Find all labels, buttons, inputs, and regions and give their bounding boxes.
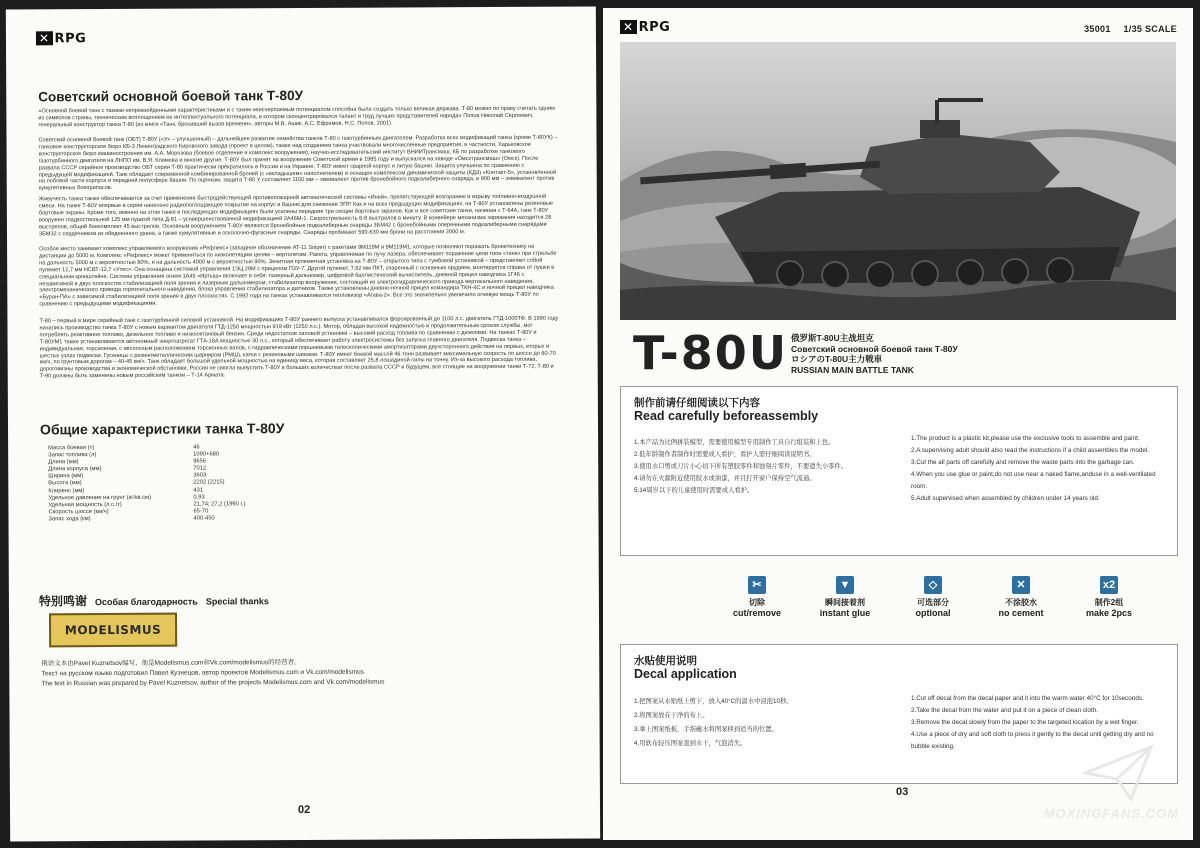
page-number: 02 xyxy=(297,803,311,817)
list-item: 2.低年龄制作者制作时需要成人看护，看护人需仔细阅读说明书。 xyxy=(634,451,816,458)
list-item: 4.Use a piece of dry and soft cloth to press it gently to the decal until getting dry and no bubble existing. xyxy=(911,731,1154,750)
list-item: 1.Cut off decal from the decal paper and it into the warm water 40°C for 10seconds. xyxy=(911,695,1144,702)
kit-scale: 1/35 SCALE xyxy=(1123,24,1177,34)
tank-photo xyxy=(620,42,1176,320)
spec-label: Ширина (мм) xyxy=(48,473,84,480)
list-item: 3.使用水口剪或刀片小心切下所有塑胶零件和蚀刻片零件，不要遗失小零件。 xyxy=(634,463,848,470)
tank-illustration xyxy=(620,42,1176,320)
rpg-logo: ✕ RPG xyxy=(36,31,86,46)
legend-instant-glue xyxy=(811,576,879,619)
list-item: 5.Adult supervised when assembled by children under 14 years old. xyxy=(911,495,1100,502)
decal-list-cn xyxy=(634,695,894,751)
list-item: 1.把图案从水贴纸上剪下，放入40°C的温水中浸泡10秒。 xyxy=(634,698,793,705)
glue-drop-icon: ▼ xyxy=(836,576,854,594)
legend-label-en: cut/remove xyxy=(732,608,782,618)
legend-label-en: instant glue xyxy=(819,608,871,618)
spec-value: 1090+680 xyxy=(193,451,220,458)
list-item: 4.When you use glue or paint,do not use near a naked flame,anduse in a well-ventilated room. xyxy=(911,471,1156,490)
spec-value: 0,93 xyxy=(193,494,205,501)
subtitle-en: RUSSIAN MAIN BATTLE TANK xyxy=(791,364,914,375)
paragraph-4: Т-80 – первый в мире серийный танк с газотурбинной силовой установкой. На модификациях Т-80У раннего выпуска устанавливался форсированный до 1100 л.с. двигатель ГТД-1000ТФ. В 1990 году начались производство танка Т-80У с новым вариантом двигателя ГТД-1250 мощностью 919 кВт (1250 л.с.). Мотор, обладая высокой надежностью и продолжительным сроком службы, мог потреблять реактивное топливо, дизельное топливо и низкооктановый бензин. Среди недостатков силовой установки – высокий расход топлива по сравнению с дизелями. На танках Т-80У и Т-80УМ1 также устанавливается автономный энергоагрегат ГТА-18А мощностью 30 л.с., который обеспечивает работу электросистемы без запуска главного двигателя. Подвеска танка – индивидуальная, торсионная, с несоосным расположением торсионных валов, с гидравлическими поршневыми телескопическими амортизаторами двухсторонного действия на первых, вторых и шестых узлах подвески. Гусеницы с резинометаллическим шарниром (РМШ), катки с резиновыми шинами. Т-80У имеет боевой массой 46 тонн развивает максимальную скорость по шоссе до 60-70 км/ч, по грунтовым дорогам – 40-45 км/ч. Танк обладает большой удельной мощностью на единицу веса, которая составляет 25,8 лошадиной силы на тонну. Из-за высокого расхода топлива, дороговизны производства и экономической обстановки, Россия не смогла выпустить Т-80У в больших количествах после развала СССР и будущем, все стоящие на вооружении танки Т-72, Т-80 и Т-90 должны быть заменены новым российским танком – Т-14 Армата. xyxy=(39,315,559,380)
spec-label: Запас топлива (л) xyxy=(48,452,97,459)
list-item: 4.请勿在火源附近使用胶水或油漆，并且打开窗户保持空气流通。 xyxy=(634,475,816,482)
subtitle-cn: 俄罗斯T-80U主战坦克 xyxy=(791,333,874,343)
paper-plane-icon xyxy=(1083,743,1153,803)
list-item: 1.The product is a plastic kit,please use the exclusive tools to assemble and paint. xyxy=(911,435,1140,442)
read-list-en xyxy=(911,433,1166,505)
logo-icon: ✕ xyxy=(620,20,637,34)
spec-label: Удельное давление на грунт (кг/кв.см) xyxy=(48,494,152,501)
list-item: 5.14周岁以下的儿童使用时需要成人看护。 xyxy=(634,487,754,494)
no-cement-icon: ✕ xyxy=(1012,576,1030,594)
thanks-en: Special thanks xyxy=(205,596,269,607)
spec-value: 46 xyxy=(193,444,200,451)
page-number: 03 xyxy=(896,786,909,798)
spec-label: Клиренс (мм) xyxy=(48,487,85,494)
list-item: 2.将图案放在干净的布上。 xyxy=(634,712,709,719)
page-heading: Советский основной боевой танк Т-80У xyxy=(38,87,303,105)
read-heading-en: Read carefully beforeassembly xyxy=(634,409,819,423)
decal-heading-cn: 水贴使用说明 xyxy=(634,655,697,667)
legend-label-en: make 2pcs xyxy=(1085,608,1133,618)
spec-label: Скорость шоссе (км/ч) xyxy=(48,508,109,516)
spec-value: 9656 xyxy=(193,458,207,465)
symbol-legend xyxy=(723,576,1143,619)
read-carefully-section xyxy=(620,386,1178,556)
list-item: 4.用软布轻压图案直到水干，气泡消失。 xyxy=(634,740,747,747)
spec-label: Масса боевая (т) xyxy=(48,445,95,452)
paragraph-1: Советский основной боевой танк (ОБТ) Т-80У («У» – улучшенный) – дальнейшее развитие семейства танков Т-80 с газотурбинным двигателем. Разработка всех модификаций танка (кроме Т-80УК) – танковое конструкторское бюро КБ-3 Ленинградского Кировского завода (проект в целом), также над созданием танка участвовали многочисленные предприятия, в частности, Харьковское конструкторское бюро машиностроения им. А.А. Морозова (боевое отделение и комплекс вооружения), научно-исследовательский институт ВНИИТрансмаш, КБ по разработке танкового газотурбинного двигателя на ЛНПО им. В.Я. Климова и многие другие. Т-80У был принят на вооружение Советской армии в 1985 году и выпускался на заводе «Омсктрансмаш» (Омск). После развала СССР серийное производство ОБТ серии Т-80 практически прекратилось в России и на Украине. Т-80У имеет сварной корпус и литую башню. Защита улучшена по сравнению с предыдущей модификацией. Танк обладает современной комбинированной броней (с «вкладышем» наполнителем) и оснащен комплексом динамической защиты (КДЗ) «Контакт-5», установленной на лобовой части корпуса и передней полусфере башни. По оценкам, защита Т-80 У составляет 1100 мм – эквивалент против бронебойного подкалиберного снаряда, и 900 мм – эквивалент против кумулятивных боеприпасов. xyxy=(38,134,558,192)
read-list-cn xyxy=(634,437,894,497)
thanks-ru: Особая благодарность xyxy=(94,596,198,608)
spec-value: 7012 xyxy=(193,465,207,472)
paragraph-2: Живучесть танка также обеспечивается за счет применения быстродействующей противопожарной автоматической системы «Иней», препятствующей возгоранию и взрыву топливно-воздушной смеси. На танке Т-80У впервые в серии нанесено радиопоглощающее покрытие на корпус и башню для снижения ЭПР. Как и на всех предыдущих модификациях, на Т-80У установлены резиновые бортовые экраны. Кроме того, именно на этом танке и последующих модификациях были усилены передние три секции бортовых экранов. Как и все советские танки, начиная с Т-64А, танк Т-80У вооружен гладкоствольной 125 мм пушкой типа Д-81 – усовершенствованной модификацией 2А46М-1. Скорострельность 6-8 выстрелов в минуту. В конвейере механизма заряжания находится 28 выстрелов, общий боекомплект 45 выстрелов. Основным вооружением Т-80У являются бронебойные подкалиберные снаряды 3БМ42 с бронебойными оперенными подкалиберными снарядами 3БМ32 с сердечником из обедненного урана, а также кумулятивные и осколочно-фугасные снаряды. Снаряды пробивают 590-630 мм брони на расстоянии 2000 м. xyxy=(38,193,554,237)
legend-label-cn: 制作2组 xyxy=(1094,598,1124,607)
product-title: T-80U xyxy=(633,326,789,380)
spec-label: Удельная мощность (л.с./т) xyxy=(48,501,122,509)
spec-value: 3603 xyxy=(193,472,207,479)
list-item: 3.Cut the all parts off carefully and remove the waste parts into the garbage can. xyxy=(911,459,1135,466)
legend-label-cn: 可选部分 xyxy=(917,598,949,607)
spec-table xyxy=(48,444,288,523)
site-watermark: MOXINGFANS.COM xyxy=(1043,806,1179,821)
kit-info xyxy=(1074,24,1177,34)
modelismus-logo: MODELISMUS xyxy=(49,613,177,648)
logo-icon: ✕ xyxy=(36,31,53,45)
special-thanks xyxy=(39,591,269,609)
legend-make-2pcs xyxy=(1075,576,1143,619)
times-two-icon: x2 xyxy=(1100,576,1118,594)
right-page xyxy=(603,8,1193,840)
legend-cut-remove xyxy=(723,576,791,619)
thanks-cn: 特别鸣谢 xyxy=(38,594,87,609)
legend-label-cn: 瞬间接着剂 xyxy=(825,598,865,607)
legend-label-cn: 不涂胶水 xyxy=(1005,598,1037,607)
spec-value: 2202 (2215) xyxy=(193,479,225,487)
legend-label-en: no cement xyxy=(998,608,1044,618)
subtitle-ru: Советский основной боевой танк Т-80У xyxy=(791,343,958,354)
subtitle-jp: ロシアのT-80U主力戦車 xyxy=(791,354,883,364)
spec-row xyxy=(48,515,288,523)
paragraph-3: Особое место занимает комплекс управляемого вооружения «Рефлекс» (западное обозначение AT-11 Sniper) с ракетами 9М119М и 9М119М1, которые позволяют поражать бронетехнику на дистанции до 5000 м. Комплекс «Рефлекс» может применяться по низколетящим целям – вертолетам. Ракета, управляемая по лучу лазера, обеспечивает поражение цели типа «танк» при стрельбе на дальность 5000 м с вероятностью 80%, и на дальность 4000 м с вероятностью 90%. Зенитная пулеметная установка на Т-80У – открытого типа с тумбовой установкой – представляет собой пулемет 12,7 мм НСВТ-12,7 «Утес». Она оснащена системой управления 1ЭЦ 29М с прицелом П3У-7. Другой пулемет, 7,62 мм ПКТ, спаренный с основным орудием, монтируется справа от пушки в специальном кронштейне. Система управления огнем 1А45 «Иртыш» включает в себя: лазерный дальномер, цифровой баллистический вычислитель, дневной прицел наводчика 1Г46 с независимой в двух плоскостях стабилизацией поля зрения и лазерным дальномером, стабилизатор вооружения, состоящий из электрогидравлического привода вертикального наведения, электромеханического привода горизонтального наведения, блока управления стабилизатора и датчиков. Также установлены дневно-ночной прицел командира ТКН-4С и ночной прицел наводчика «Буран-ПА» с зависимой стабилизацией поля зрения в двух плоскостях. С 1992 года на танках устанавливался тепловизор «Агава-2». Все это значительно увеличило огневую мощь Т-80У по сравнению с предыдущими модификациями. xyxy=(39,243,557,308)
credit-cn: 俄语文本由Pavel Kuznetsov编写，他是Modelismus.com和Vk.com/modelismus的经营者。 xyxy=(41,659,301,668)
spec-label: Длина корпуса (мм) xyxy=(48,466,102,473)
product-subtitle xyxy=(791,333,958,375)
decal-heading-en: Decal application xyxy=(634,667,737,681)
intro-quote: «Основной боевой танк с такими непревзойденными характеристиками и с таким неисчерпаемым потенциалом способна была создать только великая держава. Т-80 можно по праву считать одним из символов страны, техническим воплощением ее интеллектуального потенциала, в котором сконцентрировался талант и труд лучших представителей народа» Попов Николай Сергеевич, генеральный конструктор танка Т-80 (из книги «Танк, бросивший вызов времени», авторы М.В. Ашик, А.С. Ефремов, Н.С. Попов, 2001) xyxy=(38,105,555,129)
list-item: 2.A supervising adult should also read the instructions if a child assembles the model. xyxy=(911,447,1150,454)
spec-value: 431 xyxy=(193,487,204,494)
read-heading-cn: 制作前请仔细阅读以下内容 xyxy=(634,397,760,409)
legend-label-en: optional xyxy=(915,608,951,618)
scissors-icon: ✂ xyxy=(748,576,766,594)
spec-label: Длина (мм) xyxy=(48,459,79,466)
optional-icon: ◇ xyxy=(924,576,942,594)
legend-no-cement xyxy=(987,576,1055,619)
list-item: 3.拿上图案纸板，手指蘸水将图案移到适当的位置。 xyxy=(634,726,778,733)
list-item: 2.Take the decal from the water and put it on a piece of clean cloth. xyxy=(911,707,1098,714)
spec-label: Запас хода (км) xyxy=(48,516,91,523)
list-item: 1.本产品为比例拼装模型，需要使用模型专用制作工具自行组装和上色。 xyxy=(634,439,835,446)
spec-value: 21,74; 27,2 (1990 г.) xyxy=(193,501,246,508)
rpg-logo: ✕ RPG xyxy=(620,20,670,35)
spec-value: 400-450 xyxy=(193,515,215,522)
credit-en: The text in Russian was prepared by Pavel Kuznetsov, author of the projects Modelismus.com and Vk.com/modelismus xyxy=(41,678,385,688)
spec-heading: Общие характеристики танка Т-80У xyxy=(39,420,285,438)
credit-ru: Текст на русском языке подготовил Павел Кузнецов, автор проектов Modelismus.com и Vk.com/modelismus xyxy=(41,668,365,678)
spec-label: Высота (мм) xyxy=(48,480,82,487)
legend-optional xyxy=(899,576,967,619)
legend-label-cn: 切除 xyxy=(749,598,765,607)
kit-number: 35001 xyxy=(1084,24,1111,34)
list-item: 3.Remove the decal slowly from the paper to the targeted location by a wet finger. xyxy=(911,719,1139,726)
spec-value: 65-70 xyxy=(193,508,209,515)
left-page xyxy=(6,6,600,841)
credits xyxy=(41,658,384,690)
